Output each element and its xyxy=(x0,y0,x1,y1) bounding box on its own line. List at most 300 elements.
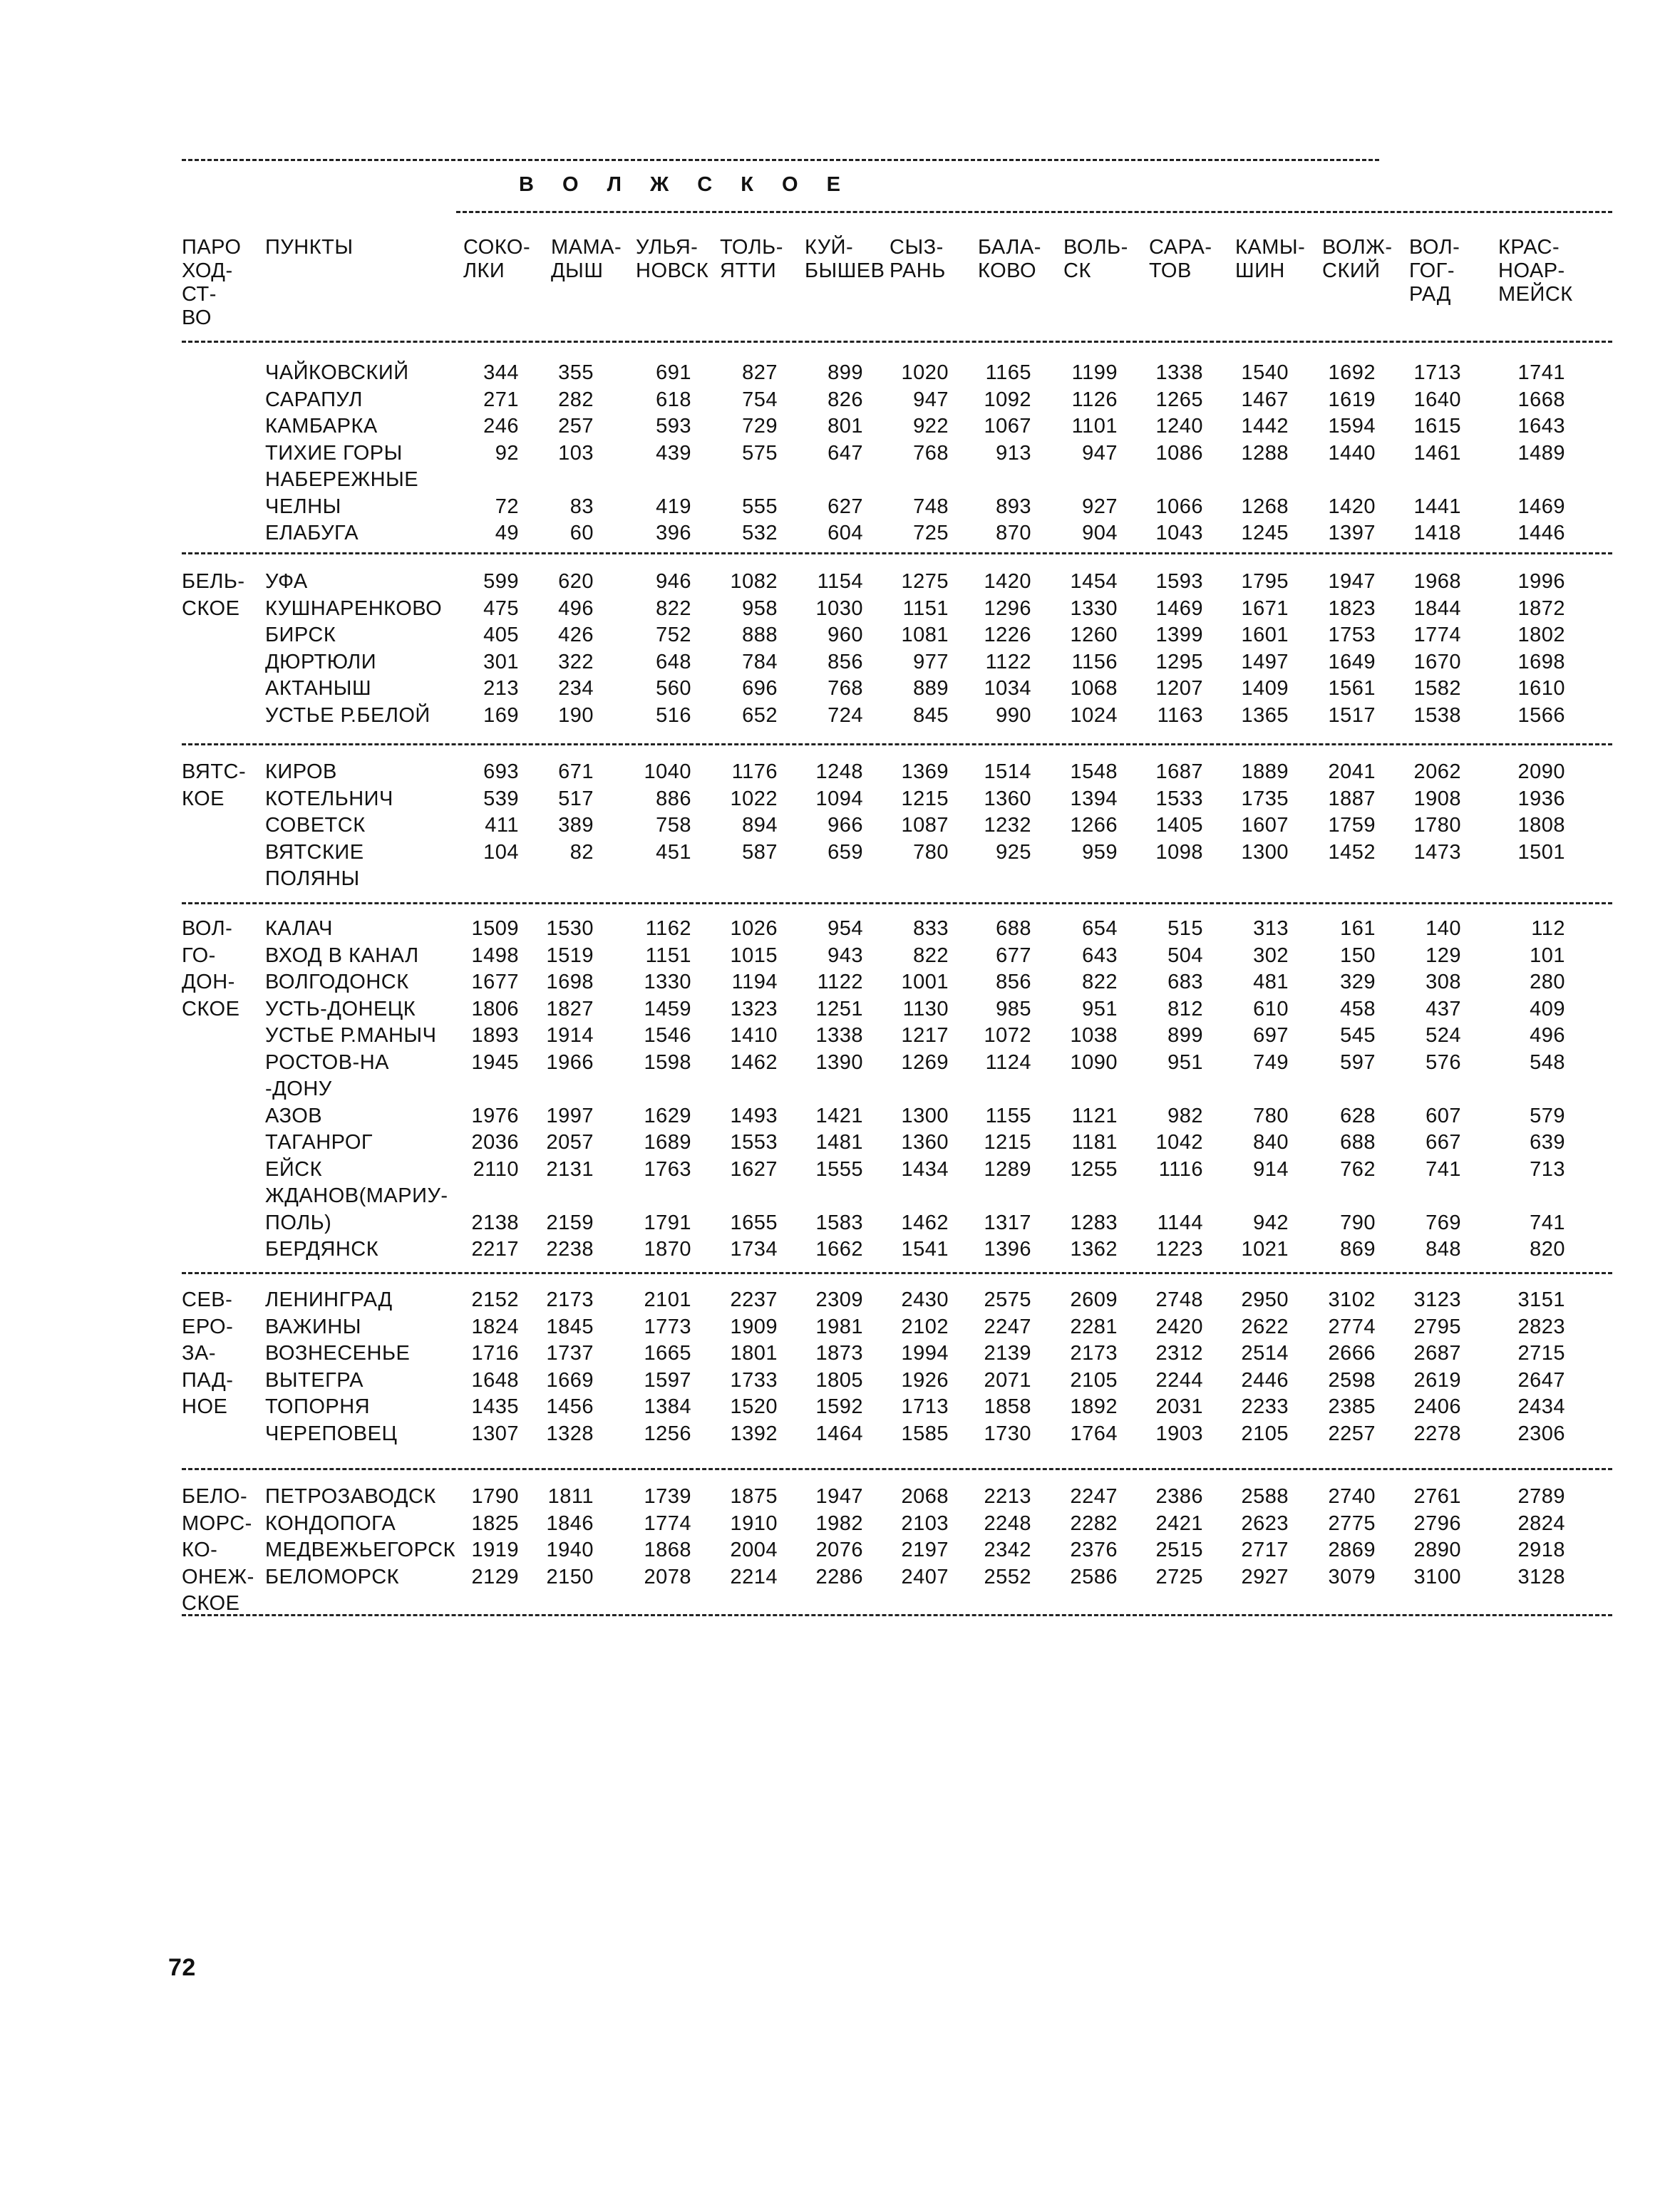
distance-value: 1390 xyxy=(815,1050,863,1074)
distance-value: 1162 xyxy=(645,917,691,940)
distance-value: 1223 xyxy=(1155,1238,1203,1261)
distance-value: 2238 xyxy=(546,1238,594,1261)
distance-value: 966 xyxy=(828,814,863,837)
distance-value: 1910 xyxy=(730,1511,778,1535)
distance-value: 2068 xyxy=(901,1485,949,1508)
distance-value: 1976 xyxy=(471,1104,519,1127)
dashed-rule xyxy=(182,552,1612,554)
distance-value: 1692 xyxy=(1328,361,1376,384)
distance-value: 951 xyxy=(1082,997,1118,1020)
distance-value: 1493 xyxy=(730,1104,778,1127)
distance-value: 1780 xyxy=(1413,814,1461,837)
distance-value: 845 xyxy=(913,703,949,727)
distance-value: 1130 xyxy=(902,997,949,1020)
distance-value: 3151 xyxy=(1517,1288,1565,1311)
distance-value: 2430 xyxy=(901,1288,949,1311)
point-name: УСТЬЕ Р.БЕЛОЙ xyxy=(265,703,431,727)
distance-value: 575 xyxy=(742,441,778,465)
distance-value: 1067 xyxy=(984,415,1031,438)
point-name: УСТЬ-ДОНЕЦК xyxy=(265,997,416,1020)
distance-value: 639 xyxy=(1530,1131,1565,1154)
distance-value: 3128 xyxy=(1517,1565,1565,1588)
distance-value: 1716 xyxy=(471,1342,519,1365)
distance-value: 475 xyxy=(483,596,519,620)
distance-value: 516 xyxy=(656,703,691,727)
distance-value: 579 xyxy=(1530,1104,1565,1127)
point-name: ВХОД В КАНАЛ xyxy=(265,944,419,967)
distance-value: 439 xyxy=(656,441,691,465)
distance-value: 396 xyxy=(656,522,691,544)
distance-value: 1561 xyxy=(1328,677,1376,700)
distance-value: 322 xyxy=(558,650,594,673)
distance-value: 3123 xyxy=(1413,1288,1461,1311)
distance-value: 1467 xyxy=(1241,388,1289,411)
distance-value: 1655 xyxy=(730,1211,778,1234)
shipping-company-label: ДОН- xyxy=(182,971,235,993)
point-name: ПЕТРОЗАВОДСК xyxy=(265,1485,436,1508)
distance-value: 1643 xyxy=(1517,415,1565,438)
distance-value: 1038 xyxy=(1070,1024,1118,1047)
distance-value: 1583 xyxy=(815,1211,863,1234)
distance-value: 1615 xyxy=(1413,415,1461,438)
dashed-rule xyxy=(182,159,1379,161)
header-destination: СОКО- xyxy=(463,236,531,259)
distance-value: 607 xyxy=(1426,1104,1461,1127)
point-name: КАЛАЧ xyxy=(265,917,333,940)
distance-value: 1087 xyxy=(901,814,949,837)
distance-value: 1094 xyxy=(815,787,863,810)
distance-value: 1517 xyxy=(1328,703,1376,727)
distance-value: 1155 xyxy=(985,1104,1031,1127)
distance-value: 1020 xyxy=(901,361,949,384)
distance-value: 768 xyxy=(913,441,949,465)
distance-value: 1669 xyxy=(546,1368,594,1392)
header-destination: СК xyxy=(1063,259,1091,282)
point-name: ТОПОРНЯ xyxy=(265,1395,371,1418)
distance-value: 1795 xyxy=(1241,570,1289,593)
distance-value: 1994 xyxy=(901,1342,949,1365)
distance-value: 652 xyxy=(742,703,778,727)
distance-value: 801 xyxy=(828,415,863,438)
distance-value: 683 xyxy=(1167,971,1203,993)
distance-value: 2078 xyxy=(644,1565,691,1588)
shipping-company-label: БЕЛО- xyxy=(182,1485,248,1508)
distance-value: 893 xyxy=(996,495,1031,518)
distance-value: 2434 xyxy=(1517,1395,1565,1418)
distance-value: 1713 xyxy=(1413,361,1461,384)
distance-value: 1773 xyxy=(644,1315,691,1338)
distance-value: 2090 xyxy=(1517,760,1565,783)
point-name: УСТЬЕ Р.МАНЫЧ xyxy=(265,1024,437,1047)
distance-value: 1903 xyxy=(1155,1422,1203,1445)
distance-value: 83 xyxy=(569,495,594,518)
distance-value: 405 xyxy=(483,624,519,646)
distance-value: 1497 xyxy=(1241,650,1289,673)
distance-value: 2514 xyxy=(1241,1342,1289,1365)
header-shipping-company: ВО xyxy=(182,306,212,329)
distance-value: 2890 xyxy=(1413,1539,1461,1561)
distance-value: 1026 xyxy=(730,917,778,940)
distance-value: 344 xyxy=(483,361,519,384)
distance-value: 1601 xyxy=(1241,624,1289,646)
distance-value: 1232 xyxy=(984,814,1031,837)
distance-value: 754 xyxy=(742,388,778,411)
distance-value: 1098 xyxy=(1155,840,1203,864)
distance-value: 1399 xyxy=(1155,624,1203,646)
distance-value: 1893 xyxy=(471,1024,519,1047)
distance-value: 1870 xyxy=(644,1238,691,1261)
distance-value: 2446 xyxy=(1241,1368,1289,1392)
distance-value: 257 xyxy=(558,415,594,438)
point-name: АКТАНЫШ xyxy=(265,677,372,700)
distance-value: 2248 xyxy=(984,1511,1031,1535)
point-name: ЧЕЛНЫ xyxy=(265,495,341,518)
distance-value: 1034 xyxy=(984,677,1031,700)
distance-value: 1307 xyxy=(471,1422,519,1445)
distance-value: 539 xyxy=(483,787,519,810)
distance-value: 2004 xyxy=(730,1539,778,1561)
distance-value: 2309 xyxy=(815,1288,863,1311)
header-destination: ВОЛЬ- xyxy=(1063,236,1128,259)
distance-value: 913 xyxy=(996,441,1031,465)
distance-value: 671 xyxy=(558,760,594,783)
shipping-company-label: КОЕ xyxy=(182,787,225,810)
distance-value: 769 xyxy=(1426,1211,1461,1234)
point-name: ПОЛЯНЫ xyxy=(265,867,360,890)
distance-value: 752 xyxy=(656,624,691,646)
distance-value: 496 xyxy=(558,596,594,620)
point-name: ТИХИЕ ГОРЫ xyxy=(265,441,403,465)
distance-value: 2286 xyxy=(815,1565,863,1588)
point-name: ВЯТСКИЕ xyxy=(265,840,364,864)
distance-value: 691 xyxy=(656,361,691,384)
distance-value: 1461 xyxy=(1413,441,1461,465)
distance-value: 1421 xyxy=(815,1104,863,1127)
distance-value: 1092 xyxy=(984,388,1031,411)
distance-value: 1122 xyxy=(985,650,1031,673)
distance-value: 2598 xyxy=(1328,1368,1376,1392)
dashed-rule xyxy=(182,1272,1612,1274)
distance-value: 1997 xyxy=(546,1104,594,1127)
distance-value: 1420 xyxy=(984,570,1031,593)
header-destination: НОАР- xyxy=(1498,259,1565,282)
distance-value: 1670 xyxy=(1413,650,1461,673)
distance-value: 1548 xyxy=(1070,760,1118,783)
distance-value: 1966 xyxy=(546,1050,594,1074)
point-name: УФА xyxy=(265,570,308,593)
distance-value: 1514 xyxy=(984,760,1031,783)
distance-value: 1269 xyxy=(901,1050,949,1074)
distance-value: 1791 xyxy=(644,1211,691,1234)
distance-value: 1739 xyxy=(644,1485,691,1508)
distance-value: 2420 xyxy=(1155,1315,1203,1338)
distance-value: 1774 xyxy=(644,1511,691,1535)
point-name: ТАГАНРОГ xyxy=(265,1131,373,1154)
distance-value: 627 xyxy=(828,495,863,518)
distance-value: 411 xyxy=(485,814,519,837)
distance-value: 2071 xyxy=(984,1368,1031,1392)
distance-value: 576 xyxy=(1426,1050,1461,1074)
distance-value: 524 xyxy=(1426,1024,1461,1047)
distance-value: 1360 xyxy=(984,787,1031,810)
distance-value: 1296 xyxy=(984,596,1031,620)
distance-value: 1040 xyxy=(644,760,691,783)
distance-value: 190 xyxy=(558,703,594,727)
distance-value: 1520 xyxy=(730,1395,778,1418)
distance-value: 2619 xyxy=(1413,1368,1461,1392)
distance-value: 2213 xyxy=(984,1485,1031,1508)
point-name: КУШНАРЕНКОВО xyxy=(265,596,443,620)
distance-value: 1462 xyxy=(730,1050,778,1074)
shipping-company-label: ВОЛ- xyxy=(182,917,233,940)
distance-value: 820 xyxy=(1530,1238,1565,1261)
distance-value: 1338 xyxy=(1155,361,1203,384)
distance-value: 1553 xyxy=(730,1131,778,1154)
header-destination: МЕЙСК xyxy=(1498,283,1573,306)
shipping-company-label: МОРС- xyxy=(182,1511,252,1535)
distance-value: 620 xyxy=(558,570,594,593)
distance-value: 647 xyxy=(828,441,863,465)
distance-value: 1734 xyxy=(730,1238,778,1261)
point-name: ВАЖИНЫ xyxy=(265,1315,361,1338)
distance-value: 1255 xyxy=(1070,1157,1118,1181)
header-destination: НОВСК xyxy=(636,259,709,282)
distance-value: 1662 xyxy=(815,1238,863,1261)
distance-value: 1405 xyxy=(1155,814,1203,837)
distance-value: 925 xyxy=(996,840,1031,864)
distance-value: 1889 xyxy=(1241,760,1289,783)
distance-value: 1914 xyxy=(546,1024,594,1047)
distance-value: 1456 xyxy=(546,1395,594,1418)
distance-value: 946 xyxy=(656,570,691,593)
distance-value: 1689 xyxy=(644,1131,691,1154)
distance-value: 1042 xyxy=(1155,1131,1203,1154)
distance-value: 784 xyxy=(742,650,778,673)
distance-value: 2927 xyxy=(1241,1565,1289,1588)
distance-value: 1802 xyxy=(1517,624,1565,646)
distance-value: 1454 xyxy=(1070,570,1118,593)
distance-value: 960 xyxy=(828,624,863,646)
distance-value: 1733 xyxy=(730,1368,778,1392)
distance-value: 2748 xyxy=(1155,1288,1203,1311)
distance-value: 2386 xyxy=(1155,1485,1203,1508)
distance-value: 72 xyxy=(495,495,519,518)
distance-value: 545 xyxy=(1340,1024,1376,1047)
distance-value: 1774 xyxy=(1413,624,1461,646)
distance-value: 1397 xyxy=(1328,522,1376,544)
shipping-company-label: ЗА- xyxy=(182,1342,217,1365)
distance-value: 1068 xyxy=(1070,677,1118,700)
distance-value: 1501 xyxy=(1517,840,1565,864)
distance-value: 1806 xyxy=(471,997,519,1020)
distance-value: 1610 xyxy=(1517,677,1565,700)
point-name: РОСТОВ-НА xyxy=(265,1050,389,1074)
distance-value: 758 xyxy=(656,814,691,837)
distance-value: 2247 xyxy=(1070,1485,1118,1508)
distance-value: 2233 xyxy=(1241,1395,1289,1418)
distance-value: 790 xyxy=(1340,1211,1376,1234)
distance-value: 888 xyxy=(742,624,778,646)
distance-value: 2622 xyxy=(1241,1315,1289,1338)
distance-value: 1538 xyxy=(1413,703,1461,727)
point-name: ВОЗНЕСЕНЬЕ xyxy=(265,1342,411,1365)
distance-value: 451 xyxy=(656,840,691,864)
distance-value: 2385 xyxy=(1328,1395,1376,1418)
distance-value: 1251 xyxy=(815,997,863,1020)
distance-value: 1418 xyxy=(1413,522,1461,544)
distance-value: 1698 xyxy=(1517,650,1565,673)
header-destination: ГОГ- xyxy=(1409,259,1455,282)
header-destination: КУЙ- xyxy=(805,236,854,259)
distance-value: 2717 xyxy=(1241,1539,1289,1561)
distance-value: 1362 xyxy=(1070,1238,1118,1261)
distance-value: 246 xyxy=(483,415,519,438)
distance-value: 2774 xyxy=(1328,1315,1376,1338)
distance-value: 1072 xyxy=(984,1024,1031,1047)
distance-value: 426 xyxy=(558,624,594,646)
distance-value: 389 xyxy=(558,814,594,837)
distance-value: 954 xyxy=(828,917,863,940)
distance-value: 1194 xyxy=(731,971,778,993)
distance-value: 1248 xyxy=(815,760,863,783)
distance-value: 593 xyxy=(656,415,691,438)
shipping-company-label: СКОЕ xyxy=(182,596,240,620)
distance-value: 1533 xyxy=(1155,787,1203,810)
distance-value: 1464 xyxy=(815,1422,863,1445)
distance-value: 1151 xyxy=(645,944,691,967)
distance-value: 604 xyxy=(828,522,863,544)
point-name: КОТЕЛЬНИЧ xyxy=(265,787,393,810)
point-name: МЕДВЕЖЬЕГОРСК xyxy=(265,1539,455,1561)
distance-value: 1801 xyxy=(730,1342,778,1365)
distance-value: 234 xyxy=(558,677,594,700)
distance-value: 1122 xyxy=(817,971,863,993)
distance-value: 2076 xyxy=(815,1539,863,1561)
distance-value: 1582 xyxy=(1413,677,1461,700)
distance-value: 161 xyxy=(1340,917,1376,940)
distance-value: 2515 xyxy=(1155,1539,1203,1561)
distance-value: 3100 xyxy=(1413,1565,1461,1588)
distance-value: 677 xyxy=(996,944,1031,967)
distance-value: 1295 xyxy=(1155,650,1203,673)
distance-value: 1858 xyxy=(984,1395,1031,1418)
distance-value: 1982 xyxy=(815,1511,863,1535)
dashed-rule xyxy=(182,341,1612,343)
distance-value: 947 xyxy=(1082,441,1118,465)
distance-value: 1825 xyxy=(471,1511,519,1535)
distance-value: 271 xyxy=(483,388,519,411)
distance-value: 1144 xyxy=(1157,1211,1203,1234)
dashed-rule xyxy=(182,1468,1612,1470)
distance-value: 1648 xyxy=(471,1368,519,1392)
distance-value: 1163 xyxy=(1157,703,1203,727)
distance-value: 2588 xyxy=(1241,1485,1289,1508)
distance-value: 2041 xyxy=(1328,760,1376,783)
distance-value: 1001 xyxy=(901,971,949,993)
point-name: БИРСК xyxy=(265,624,336,646)
distance-value: 1396 xyxy=(984,1238,1031,1261)
shipping-company-label: ВЯТС- xyxy=(182,760,247,783)
point-name: ЖДАНОВ(МАРИУ- xyxy=(265,1184,448,1207)
shipping-company-label: ПАД- xyxy=(182,1368,234,1392)
distance-value: 2715 xyxy=(1517,1342,1565,1365)
distance-value: 2103 xyxy=(901,1511,949,1535)
distance-value: 990 xyxy=(996,703,1031,727)
distance-value: 1181 xyxy=(1071,1131,1118,1154)
distance-value: 1764 xyxy=(1070,1422,1118,1445)
distance-value: 1649 xyxy=(1328,650,1376,673)
distance-value: 1360 xyxy=(901,1131,949,1154)
header-destination: САРА- xyxy=(1149,236,1212,259)
distance-value: 1592 xyxy=(815,1395,863,1418)
distance-value: 927 xyxy=(1082,495,1118,518)
distance-value: 1226 xyxy=(984,624,1031,646)
distance-value: 922 xyxy=(913,415,949,438)
point-name: СОВЕТСК xyxy=(265,814,366,837)
dashed-rule xyxy=(456,211,1612,213)
distance-value: 1275 xyxy=(901,570,949,593)
distance-value: 1022 xyxy=(730,787,778,810)
distance-value: 2281 xyxy=(1070,1315,1118,1338)
distance-value: 947 xyxy=(913,388,949,411)
distance-value: 599 xyxy=(483,570,519,593)
distance-value: 1330 xyxy=(1070,596,1118,620)
distance-value: 2105 xyxy=(1241,1422,1289,1445)
distance-value: 1540 xyxy=(1241,361,1289,384)
distance-value: 1753 xyxy=(1328,624,1376,646)
header-destination: МАМА- xyxy=(551,236,622,259)
shipping-company-label: ЕРО- xyxy=(182,1315,234,1338)
distance-value: 2057 xyxy=(546,1131,594,1154)
distance-value: 618 xyxy=(656,388,691,411)
header-destination: ШИН xyxy=(1235,259,1285,282)
distance-value: 1268 xyxy=(1241,495,1289,518)
distance-value: 2552 xyxy=(984,1565,1031,1588)
distance-value: 1541 xyxy=(901,1238,949,1261)
distance-value: 822 xyxy=(913,944,949,967)
distance-value: 1585 xyxy=(901,1422,949,1445)
distance-value: 409 xyxy=(1530,997,1565,1020)
distance-value: 848 xyxy=(1426,1238,1461,1261)
distance-value: 643 xyxy=(1082,944,1118,967)
distance-value: 1968 xyxy=(1413,570,1461,593)
point-name: БЕЛОМОРСК xyxy=(265,1565,400,1588)
distance-value: 1498 xyxy=(471,944,519,967)
distance-value: 833 xyxy=(913,917,949,940)
distance-value: 1909 xyxy=(730,1315,778,1338)
shipping-company-label: БЕЛЬ- xyxy=(182,570,245,593)
distance-value: 959 xyxy=(1082,840,1118,864)
table-title: В О Л Ж С К О Е xyxy=(519,173,852,196)
distance-value: 2257 xyxy=(1328,1422,1376,1445)
distance-value: 1555 xyxy=(815,1157,863,1181)
dashed-rule xyxy=(182,1614,1612,1616)
distance-value: 899 xyxy=(1167,1024,1203,1047)
distance-value: 856 xyxy=(828,650,863,673)
distance-value: 1300 xyxy=(901,1104,949,1127)
distance-value: 889 xyxy=(913,677,949,700)
header-destination: ВОЛЖ- xyxy=(1322,236,1393,259)
header-destination: КАМЫ- xyxy=(1235,236,1306,259)
distance-value: 1741 xyxy=(1517,361,1565,384)
point-name: ДЮРТЮЛИ xyxy=(265,650,377,673)
point-name: ЧАЙКОВСКИЙ xyxy=(265,361,409,384)
dashed-rule xyxy=(182,743,1612,745)
distance-value: 1844 xyxy=(1413,596,1461,620)
distance-value: 2775 xyxy=(1328,1511,1376,1535)
distance-value: 1215 xyxy=(901,787,949,810)
distance-value: 1015 xyxy=(730,944,778,967)
